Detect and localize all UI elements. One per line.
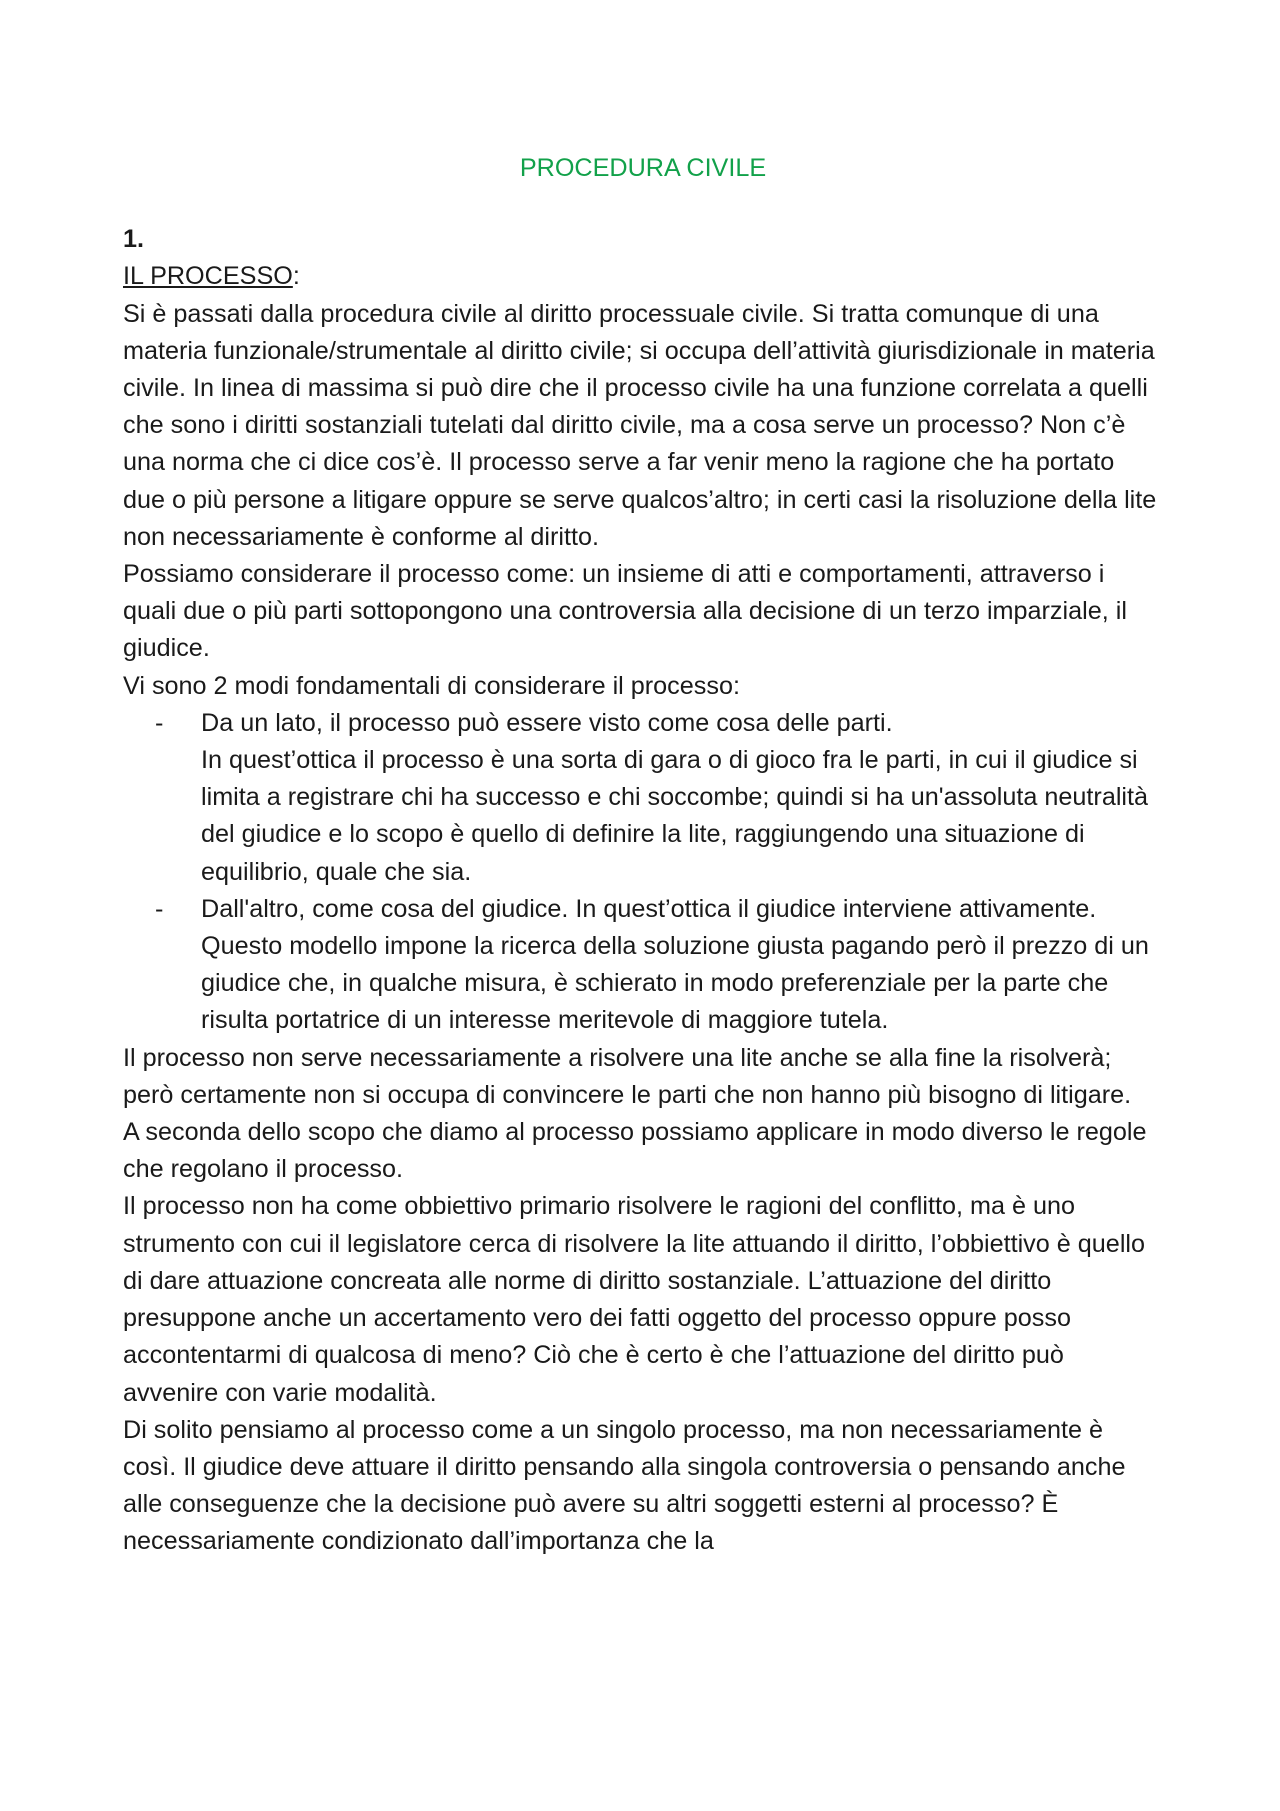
document-title: PROCEDURA CIVILE [519, 154, 767, 182]
document-page [123, 150, 1163, 1561]
paragraph: A seconda dello scopo che diamo al processo possiamo applicare in modo diverso le regole che regolano il processo. [123, 1118, 1147, 1184]
section-number: 1. [123, 225, 145, 254]
paragraph: Di solito pensiamo al processo come a un singolo processo, ma non necessariamente è così. Il giudice deve attuare il diritto pensando alla singola controversia o pensando anche alle conseguenze che la decisione può avere su altri soggetti esterni al processo? È necessariamente condizionato dall’importanza che la [123, 1415, 1126, 1556]
paragraph: Si è passati dalla procedura civile al diritto processuale civile. Si tratta comunque di una materia funzionale/strumentale al diritto civile; si occupa dell’attività giurisdizionale in materia civile. In linea di massima si può dire che il processo civile ha una funzione correlata a quelli che sono i diritti sostanziali tutelati dal diritto civile, ma a cosa serve un processo? Non c’è una norma che ci dice cos’è. Il processo serve a far venir meno la ragione che ha portato due o più persone a litigare oppure se serve qualcos’altro; in certi casi la risoluzione della lite non necessariamente è conforme al diritto. [123, 299, 1157, 551]
list-item-text: In quest’ottica il processo è una sorta di gara o di gioco fra le parti, in cui il giudice si limita a registrare chi ha successo e chi soccombe; quindi si ha un'assoluta neutralità del giudice e lo scopo è quello di definire la lite, raggiungendo una situazione di equilibrio, quale che sia. [201, 746, 1149, 886]
paragraph: Il processo non ha come obbiettivo primario risolvere le ragioni del conflitto, ma è uno strumento con cui il legislatore cerca di risolvere la lite attuando il diritto, l’obbiettivo è quello di dare attuazione concreata alle norme di diritto sostanziale. L’attuazione del diritto presuppone anche un accertamento vero dei fatti oggetto del processo oppure posso accontentarmi di qualcosa di meno? Ciò che è certo è che l’attuazione del diritto può avvenire con varie modalità. [123, 1192, 1146, 1407]
list-item-text: Dall'altro, come cosa del giudice. In quest’ottica il giudice interviene attivamente. Questo modello impone la ricerca della soluzione giusta pagando però il prezzo di un giudice che, in qualche misura, è schierato in modo preferenziale per la parte che risulta portatrice di un interesse meritevole di maggiore tutela. [201, 894, 1149, 1035]
dash-list [123, 705, 1163, 1040]
paragraph: Possiamo considerare il processo come: un insieme di atti e comportamenti, attraverso i quali due o più parti sottopongono una controversia alla decisione di un terzo imparziale, il giudice. [123, 560, 1127, 663]
dash-marker: - [155, 708, 164, 737]
list-item [155, 705, 1163, 891]
list-item [155, 891, 1163, 1040]
paragraph: Il processo non serve necessariamente a risolvere una lite anche se alla fine la risolverà; però certamente non si occupa di convincere le parti che non hanno più bisogno di litigare. [123, 1043, 1132, 1109]
section-heading-text: IL PROCESSO [123, 262, 293, 291]
section-heading [123, 258, 1163, 295]
list-item-lead: Da un lato, il processo può essere visto come cosa delle parti. [201, 708, 893, 737]
section-heading-colon: : [292, 262, 300, 291]
paragraph: Vi sono 2 modi fondamentali di considerare il processo: [123, 671, 740, 700]
dash-marker: - [155, 894, 164, 923]
